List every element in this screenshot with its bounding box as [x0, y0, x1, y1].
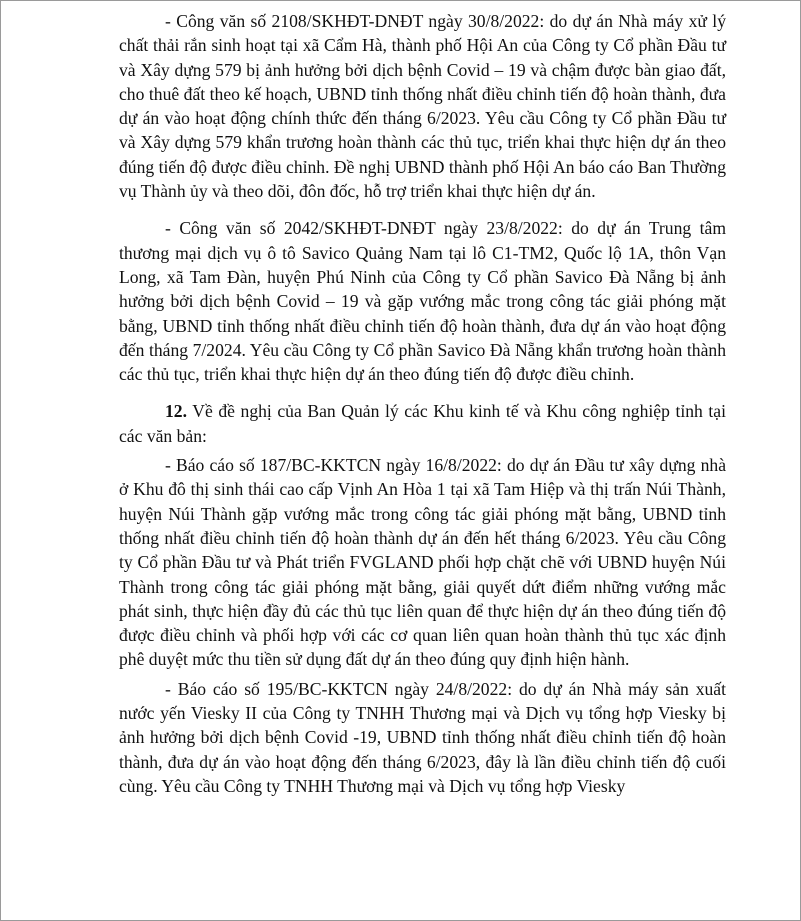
paragraph-bao-cao-195: - Báo cáo số 195/BC-KKTCN ngày 24/8/2022: do dự án Nhà máy sản xuất nước yến Viesky II của Công ty TNHH Thương mại và Dịch vụ tổng hợp Viesky bị ảnh hưởng bởi dịch bệnh Covid -19, UBND tỉnh thống nhất điều chỉnh tiến độ hoàn thành, đưa dự án vào hoạt động đến tháng 6/2023, đây là lần điều chỉnh tiến độ cuối cùng. Yêu cầu Công ty TNHH Thương mại và Dịch vụ tổng hợp Viesky — [119, 678, 726, 796]
paragraph-bao-cao-187: - Báo cáo số 187/BC-KKTCN ngày 16/8/2022: do dự án Đầu tư xây dựng nhà ở Khu đô thị sinh thái cao cấp Vịnh An Hòa 1 tại xã Tam Hiệp và thị trấn Núi Thành, huyện Núi Thành gặp vướng mắc trong công tác giải phóng mặt bằng, UBND tỉnh thống nhất điều chỉnh tiến độ hoàn thành dự án đến hết tháng 6/2023. Yêu cầu Công ty Cổ phần Đầu tư và Phát triển FVGLAND phối hợp chặt chẽ với UBND huyện Núi Thành trong công tác giải phóng mặt bằng, giải quyết dứt điểm những vướng mắc phát sinh, thực hiện đầy đủ các thủ tục liên quan để thực hiện dự án theo đúng tiến độ được điều chỉnh và phối hợp với các cơ quan liên quan hoàn thành thủ tục xác định phê duyệt mức thu tiền sử dụng đất dự án theo đúng quy định hiện hành. — [119, 455, 726, 670]
paragraph-cong-van-2108: - Công văn số 2108/SKHĐT-DNĐT ngày 30/8/2022: do dự án Nhà máy xử lý chất thải rắn sinh hoạt tại xã Cẩm Hà, thành phố Hội An của Công ty Cổ phần Đầu tư và Xây dựng 579 bị ảnh hưởng bởi dịch bệnh Covid – 19 và chậm được bàn giao đất, cho thuê đất theo kế hoạch, UBND tỉnh thống nhất điều chỉnh tiến độ hoàn thành, đưa dự án vào hoạt động chính thức đến tháng 6/2023. Yêu cầu Công ty Cổ phần Đầu tư và Xây dựng 579 khẩn trương hoàn thành các thủ tục, triển khai thực hiện dự án theo đúng tiến độ được điều chỉnh. Đề nghị UBND thành phố Hội An báo cáo Ban Thường vụ Thành ủy và theo dõi, đôn đốc, hỗ trợ triển khai thực hiện dự án. — [119, 11, 726, 202]
section-12-text: Về đề nghị của Ban Quản lý các Khu kinh tế và Khu công nghiệp tỉnh tại các văn bản: — [119, 401, 726, 446]
section-12-heading — [119, 399, 726, 448]
paragraph-cong-van-2042: - Công văn số 2042/SKHĐT-DNĐT ngày 23/8/2022: do dự án Trung tâm thương mại dịch vụ ô tô Savico Quảng Nam tại lô C1-TM2, Quốc lộ 1A, thôn Vạn Long, xã Tam Đàn, huyện Phú Ninh của Công ty Cổ phần Savico Đà Nẵng bị ảnh hưởng bởi dịch bệnh Covid – 19 và gặp vướng mắc trong công tác giải phóng mặt bằng, UBND tỉnh thống nhất điều chỉnh tiến độ hoàn thành, đưa dự án vào hoạt động đến tháng 7/2024. Yêu cầu Công ty Cổ phần Savico Đà Nẵng khẩn trương hoàn thành các thủ tục, triển khai thực hiện dự án theo đúng tiến độ được điều chỉnh. — [119, 218, 726, 385]
document-body — [119, 9, 726, 798]
section-number: 12. — [165, 401, 187, 422]
